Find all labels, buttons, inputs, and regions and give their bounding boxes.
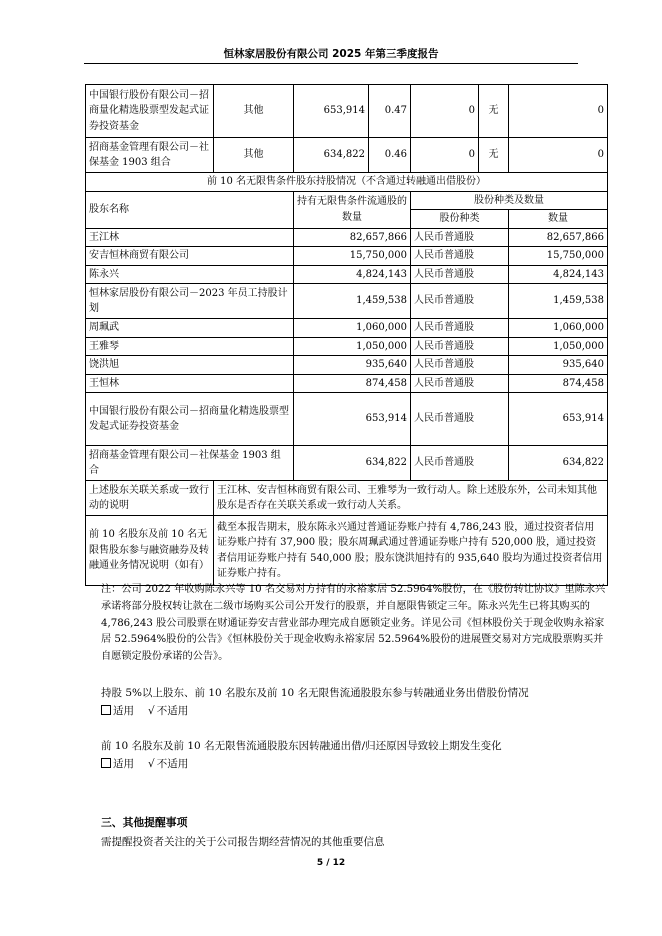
header-row xyxy=(86,191,608,210)
checkmark-icon: √ xyxy=(148,758,155,770)
change-applicable: 适用 xyxy=(113,758,134,770)
holder-type: 人民币普通股 xyxy=(411,374,509,393)
holder-amount: 1,050,000 xyxy=(509,337,608,356)
checkmark-icon: √ xyxy=(148,705,155,717)
page-number: 5 / 12 xyxy=(316,858,346,868)
holder-amount: 1,060,000 xyxy=(509,319,608,338)
header-divider xyxy=(84,63,578,64)
holder-type: 人民币普通股 xyxy=(411,228,509,247)
table-row xyxy=(86,85,608,138)
table-row xyxy=(86,356,608,375)
holder-qty: 82,657,866 xyxy=(294,228,411,247)
table-row xyxy=(86,228,608,247)
col-header-amount: 数量 xyxy=(509,210,608,229)
related-label: 上述股东关联关系或一致行动的说明 xyxy=(86,481,214,516)
lending-not-applicable: 不适用 xyxy=(156,705,189,717)
top-holder-pledge-status: 无 xyxy=(479,85,509,138)
holder-amount: 874,458 xyxy=(509,374,608,393)
table-row xyxy=(86,481,608,516)
holder-qty: 874,458 xyxy=(294,374,411,393)
holder-qty: 935,640 xyxy=(294,356,411,375)
related-text: 王江林、安吉恒林商贸有限公司、王雅琴为一致行动人。除上述股东外，公司未知其他股东是否存在关联关系或一致行动人关系。 xyxy=(214,481,608,516)
holder-type: 人民币普通股 xyxy=(411,337,509,356)
holder-name: 陈永兴 xyxy=(86,265,294,284)
top-holder-restricted: 0 xyxy=(411,138,479,173)
holder-name: 王恒林 xyxy=(86,374,294,393)
holder-type: 人民币普通股 xyxy=(411,393,509,446)
holder-qty: 653,914 xyxy=(294,393,411,446)
top-holder-shares: 634,822 xyxy=(294,138,369,173)
top-holder-name: 招商基金管理有限公司－社保基金 1903 组合 xyxy=(86,138,214,173)
holder-qty: 634,822 xyxy=(294,446,411,481)
col-header-type-group: 股份种类及数量 xyxy=(411,191,608,210)
holder-amount: 4,824,143 xyxy=(509,265,608,284)
holder-name: 招商基金管理有限公司－社保基金 1903 组合 xyxy=(86,446,294,481)
holder-amount: 82,657,866 xyxy=(509,228,608,247)
top-holder-nature: 其他 xyxy=(214,85,294,138)
holder-name: 安吉恒林商贸有限公司 xyxy=(86,247,294,266)
holder-name: 饶洪旭 xyxy=(86,356,294,375)
top-holder-shares: 653,914 xyxy=(294,85,369,138)
top-holder-restricted: 0 xyxy=(411,85,479,138)
section-title-row xyxy=(86,173,608,192)
holder-qty: 1,459,538 xyxy=(294,284,411,319)
holder-amount: 653,914 xyxy=(509,393,608,446)
table-row xyxy=(86,393,608,446)
col-header-qty: 持有无限售条件流通股的数量 xyxy=(294,191,411,228)
holder-name: 中国银行股份有限公司－招商量化精选股票型发起式证券投资基金 xyxy=(86,393,294,446)
holder-name: 周珮武 xyxy=(86,319,294,338)
section-text: 需提醒投资者关注的关于公司报告期经营情况的其他重要信息 xyxy=(101,836,385,848)
margin-label: 前 10 名股东及前 10 名无限售股东参与融资融券及转融通业务情况说明（如有） xyxy=(86,516,214,586)
holder-type: 人民币普通股 xyxy=(411,265,509,284)
holder-qty: 1,060,000 xyxy=(294,319,411,338)
table-row xyxy=(86,337,608,356)
table-row xyxy=(86,319,608,338)
top-holder-ratio: 0.46 xyxy=(369,138,411,173)
page-header: 恒林家居股份有限公司 2025 年第三季度报告 xyxy=(223,48,439,60)
col-header-name: 股东名称 xyxy=(86,191,294,228)
table-row xyxy=(86,446,608,481)
table-row xyxy=(86,138,608,173)
lending-title: 持股 5%以上股东、前 10 名股东及前 10 名无限售流通股股东参与转融通业务出借股份情况 xyxy=(101,687,529,699)
lending-applicable: 适用 xyxy=(113,705,134,717)
unrestricted-section-title: 前 10 名无限售条件股东持股情况（不含通过转融通出借股份） xyxy=(86,173,608,192)
top-holder-nature: 其他 xyxy=(214,138,294,173)
shareholder-table xyxy=(85,84,608,586)
holder-type: 人民币普通股 xyxy=(411,247,509,266)
holder-qty: 1,050,000 xyxy=(294,337,411,356)
table-row xyxy=(86,516,608,586)
top-holder-pledge-status: 无 xyxy=(479,138,509,173)
change-options xyxy=(101,755,601,773)
col-header-type: 股份种类 xyxy=(411,210,509,229)
holder-amount: 634,822 xyxy=(509,446,608,481)
top-holder-name: 中国银行股份有限公司－招商量化精选股票型发起式证券投资基金 xyxy=(86,85,214,138)
change-not-applicable: 不适用 xyxy=(156,758,189,770)
holder-type: 人民币普通股 xyxy=(411,319,509,338)
holder-type: 人民币普通股 xyxy=(411,356,509,375)
holder-type: 人民币普通股 xyxy=(411,284,509,319)
top-holder-pledge-count: 0 xyxy=(509,85,608,138)
holder-name: 恒林家居股份有限公司－2023 年员工持股计划 xyxy=(86,284,294,319)
table-row xyxy=(86,374,608,393)
change-title: 前 10 名股东及前 10 名无限售流通股股东因转融通出借/归还原因导致较上期发生变化 xyxy=(101,740,502,752)
top-holder-ratio: 0.47 xyxy=(369,85,411,138)
holder-name: 王江林 xyxy=(86,228,294,247)
table-row xyxy=(86,265,608,284)
section-heading: 三、其他提醒事项 xyxy=(101,816,188,829)
note-paragraph: 注：公司 2022 年收购陈永兴等 10 名交易对方持有的永裕家居 52.5964%股份，在《股份转让协议》里陈永兴承诺将部分股权转让款在二级市场购买公司公开发行的股票，并自愿限售锁定三年。陈永兴先生已将其购买的 4,786,243 股公司股票在财通证券安吉营业部办理完成自愿锁定业务。详见公司《恒林股份关于现金收购永裕家居 52.5964%股份的公告》《恒林股份关于现金收购永裕家居 52.5964%股份的进展暨交易对方完成股票购买并自愿锁定股份承诺的公告》。 xyxy=(101,584,606,663)
holder-qty: 15,750,000 xyxy=(294,247,411,266)
unchecked-box-icon xyxy=(101,705,111,715)
lending-options xyxy=(101,702,601,720)
top-holder-pledge-count: 0 xyxy=(509,138,608,173)
holder-amount: 935,640 xyxy=(509,356,608,375)
table-row xyxy=(86,284,608,319)
margin-text: 截至本报告期末，股东陈永兴通过普通证券账户持有 4,786,243 股，通过投资者信用证券账户持有 37,900 股；股东周珮武通过普通证券账户持有 520,000 股，通过投资者信用证券账户持有 540,000 股；股东饶洪旭持有的 935,640 股均为通过投资者信用证券账户持有。 xyxy=(214,516,608,586)
holder-name: 王雅琴 xyxy=(86,337,294,356)
unchecked-box-icon xyxy=(101,758,111,768)
holder-amount: 15,750,000 xyxy=(509,247,608,266)
table-row xyxy=(86,247,608,266)
holder-qty: 4,824,143 xyxy=(294,265,411,284)
holder-amount: 1,459,538 xyxy=(509,284,608,319)
holder-type: 人民币普通股 xyxy=(411,446,509,481)
